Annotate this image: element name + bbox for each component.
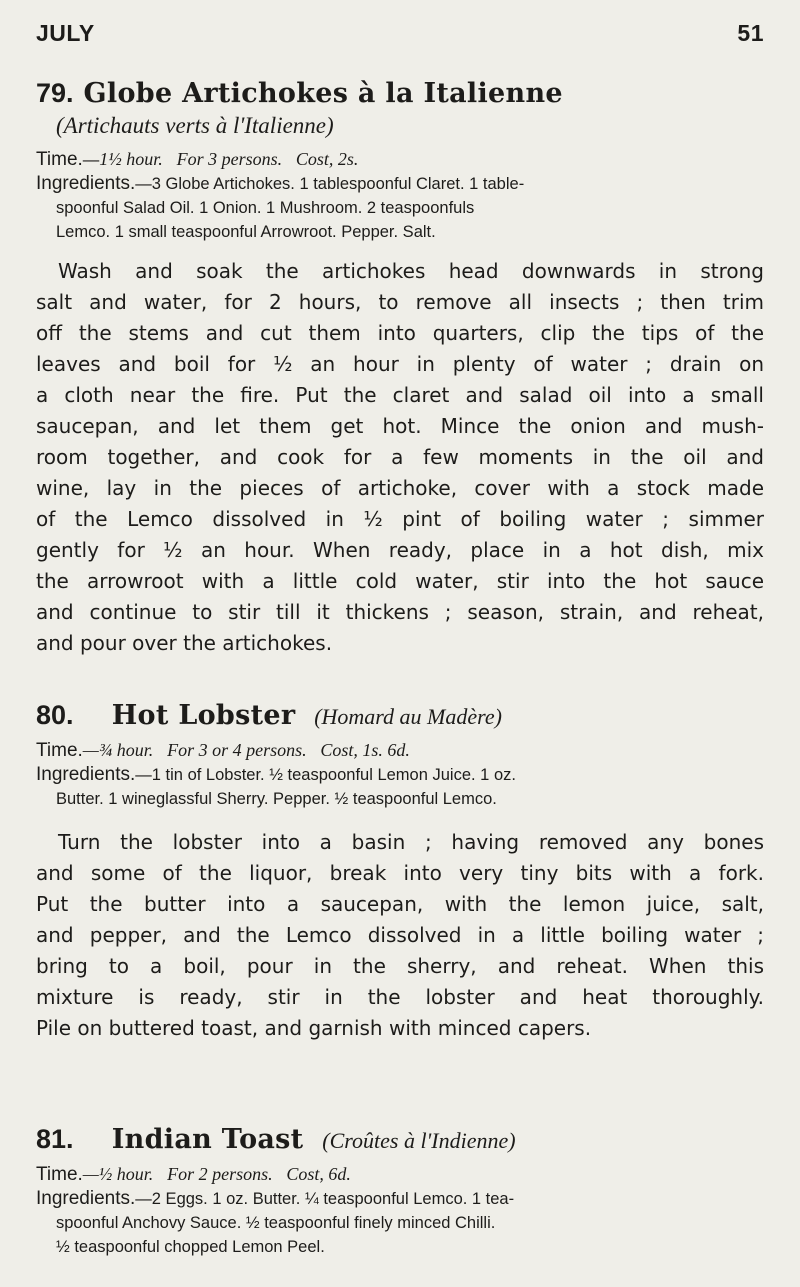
time-value: —½ hour.: [82, 1164, 154, 1184]
cost-value: Cost, 1s. 6d.: [320, 740, 410, 760]
ingredients-line: ½ teaspoonful chopped Lemon Peel.: [56, 1238, 325, 1256]
recipe-meta: Time.—1½ hour. For 3 persons. Cost, 2s. Ingredients.—3 Globe Artichokes. 1 tablespoonful Claret. 1 table- spoonful Salad Oil. 1 Onion. 1 Mushroom. 2 teaspoonfuls Lemco. 1 small teaspoonful Arrowroot. Pepper. Salt.: [36, 147, 764, 244]
cost-value: Cost, 6d.: [286, 1164, 351, 1184]
method-line: salt and water, for 2 hours, to remove all insects ; then trim: [36, 290, 764, 314]
recipe-name: Indian Toast: [111, 1124, 304, 1155]
page-number: 51: [737, 20, 764, 46]
recipe-meta: [36, 1162, 764, 1259]
ingredients-line: —2 Eggs. 1 oz. Butter. ¼ teaspoonful Lemco. 1 tea-: [135, 1190, 515, 1208]
recipe-number: 79.: [36, 78, 74, 108]
method-line: and continue to stir till it thickens ; season, strain, and reheat,: [36, 600, 764, 624]
method-line: and pepper, and the Lemco dissolved in a little boiling water ;: [36, 923, 764, 947]
recipe-french-name: (Homard au Madère): [314, 704, 502, 729]
method-line: saucepan, and let them get hot. Mince the onion and mush-: [36, 414, 764, 438]
method-line: of the Lemco dissolved in ½ pint of boiling water ; simmer: [36, 507, 764, 531]
time-value: 1½ hour.: [99, 149, 163, 169]
ingredients-line: spoonful Anchovy Sauce. ½ teaspoonful finely minced Chilli.: [56, 1214, 496, 1232]
recipe-meta: [36, 738, 764, 811]
recipe-title: [36, 76, 764, 111]
method-line: a cloth near the fire. Put the claret and salad oil into a small: [36, 383, 764, 407]
method-line: the arrowroot with a little cold water, stir into the hot sauce: [36, 569, 764, 593]
persons-value: For 3 or 4 persons.: [167, 740, 307, 760]
ingredients-label: Ingredients.: [36, 1188, 136, 1209]
method-line: and pour over the artichokes.: [36, 631, 333, 655]
method-line: leaves and boil for ½ an hour in plenty of water ; drain on: [36, 352, 764, 376]
cost-value: Cost, 2s.: [295, 149, 359, 169]
method-line: Turn the lobster into a basin ; having removed any bones: [58, 830, 764, 854]
recipe-number: 80.: [36, 700, 74, 730]
method-line: Pile on buttered toast, and garnish with minced capers.: [36, 1016, 592, 1040]
time-value: —¾ hour.: [82, 740, 154, 760]
method-line: Put the butter into a saucepan, with the lemon juice, salt,: [36, 892, 764, 916]
recipe-name: Hot Lobster: [111, 700, 296, 731]
method-line: room together, and cook for a few moments in the oil and: [36, 445, 764, 469]
ingredients-line: —3 Globe Artichokes. 1 tablespoonful Claret. 1 table-: [135, 175, 525, 193]
recipe-number: 81.: [36, 1124, 74, 1154]
time-label: Time.: [36, 149, 83, 170]
method-line: and some of the liquor, break into very tiny bits with a fork.: [36, 861, 764, 885]
recipe-title: [36, 1122, 764, 1158]
method-line: bring to a boil, pour in the sherry, and reheat. When this: [36, 954, 764, 978]
recipe-french-name: (Croûtes à l'Indienne): [322, 1128, 516, 1153]
ingredients-line: Lemco. 1 small teaspoonful Arrowroot. Pepper. Salt.: [56, 223, 436, 241]
recipe-81: [36, 1122, 764, 1259]
method-line: off the stems and cut them into quarters, clip the tips of the: [36, 321, 764, 345]
ingredients-line: spoonful Salad Oil. 1 Onion. 1 Mushroom. 2 teaspoonfuls: [56, 199, 475, 217]
method-line: gently for ½ an hour. When ready, place in a hot dish, mix: [36, 538, 764, 562]
method-line: wine, lay in the pieces of artichoke, cover with a stock made: [36, 476, 764, 500]
method-text: [36, 827, 764, 1044]
method-text: [36, 256, 764, 659]
recipe-name: Globe Artichokes à la Italienne: [83, 78, 563, 109]
time-label: Time.: [36, 740, 83, 761]
ingredients-line: —1 tin of Lobster. ½ teaspoonful Lemon Juice. 1 oz.: [135, 766, 516, 784]
time-label: Time.: [36, 1164, 83, 1185]
recipe-title: [36, 698, 764, 734]
ingredients-label: Ingredients.: [36, 764, 136, 785]
method-line: Wash and soak the artichokes head downwards in strong: [58, 259, 764, 283]
running-head: [36, 20, 764, 47]
recipe-80: [36, 698, 764, 1044]
recipe-79: [36, 76, 764, 659]
recipe-french-name: (Artichauts verts à l'Italienne): [56, 113, 334, 138]
month-heading: JULY: [36, 20, 95, 46]
method-line: mixture is ready, stir in the lobster and heat thoroughly.: [36, 985, 764, 1009]
persons-value: For 3 persons.: [176, 149, 283, 169]
persons-value: For 2 persons.: [167, 1164, 273, 1184]
ingredients-label: Ingredients.: [36, 173, 136, 194]
ingredients-line: Butter. 1 wineglassful Sherry. Pepper. ½ teaspoonful Lemco.: [56, 790, 497, 808]
